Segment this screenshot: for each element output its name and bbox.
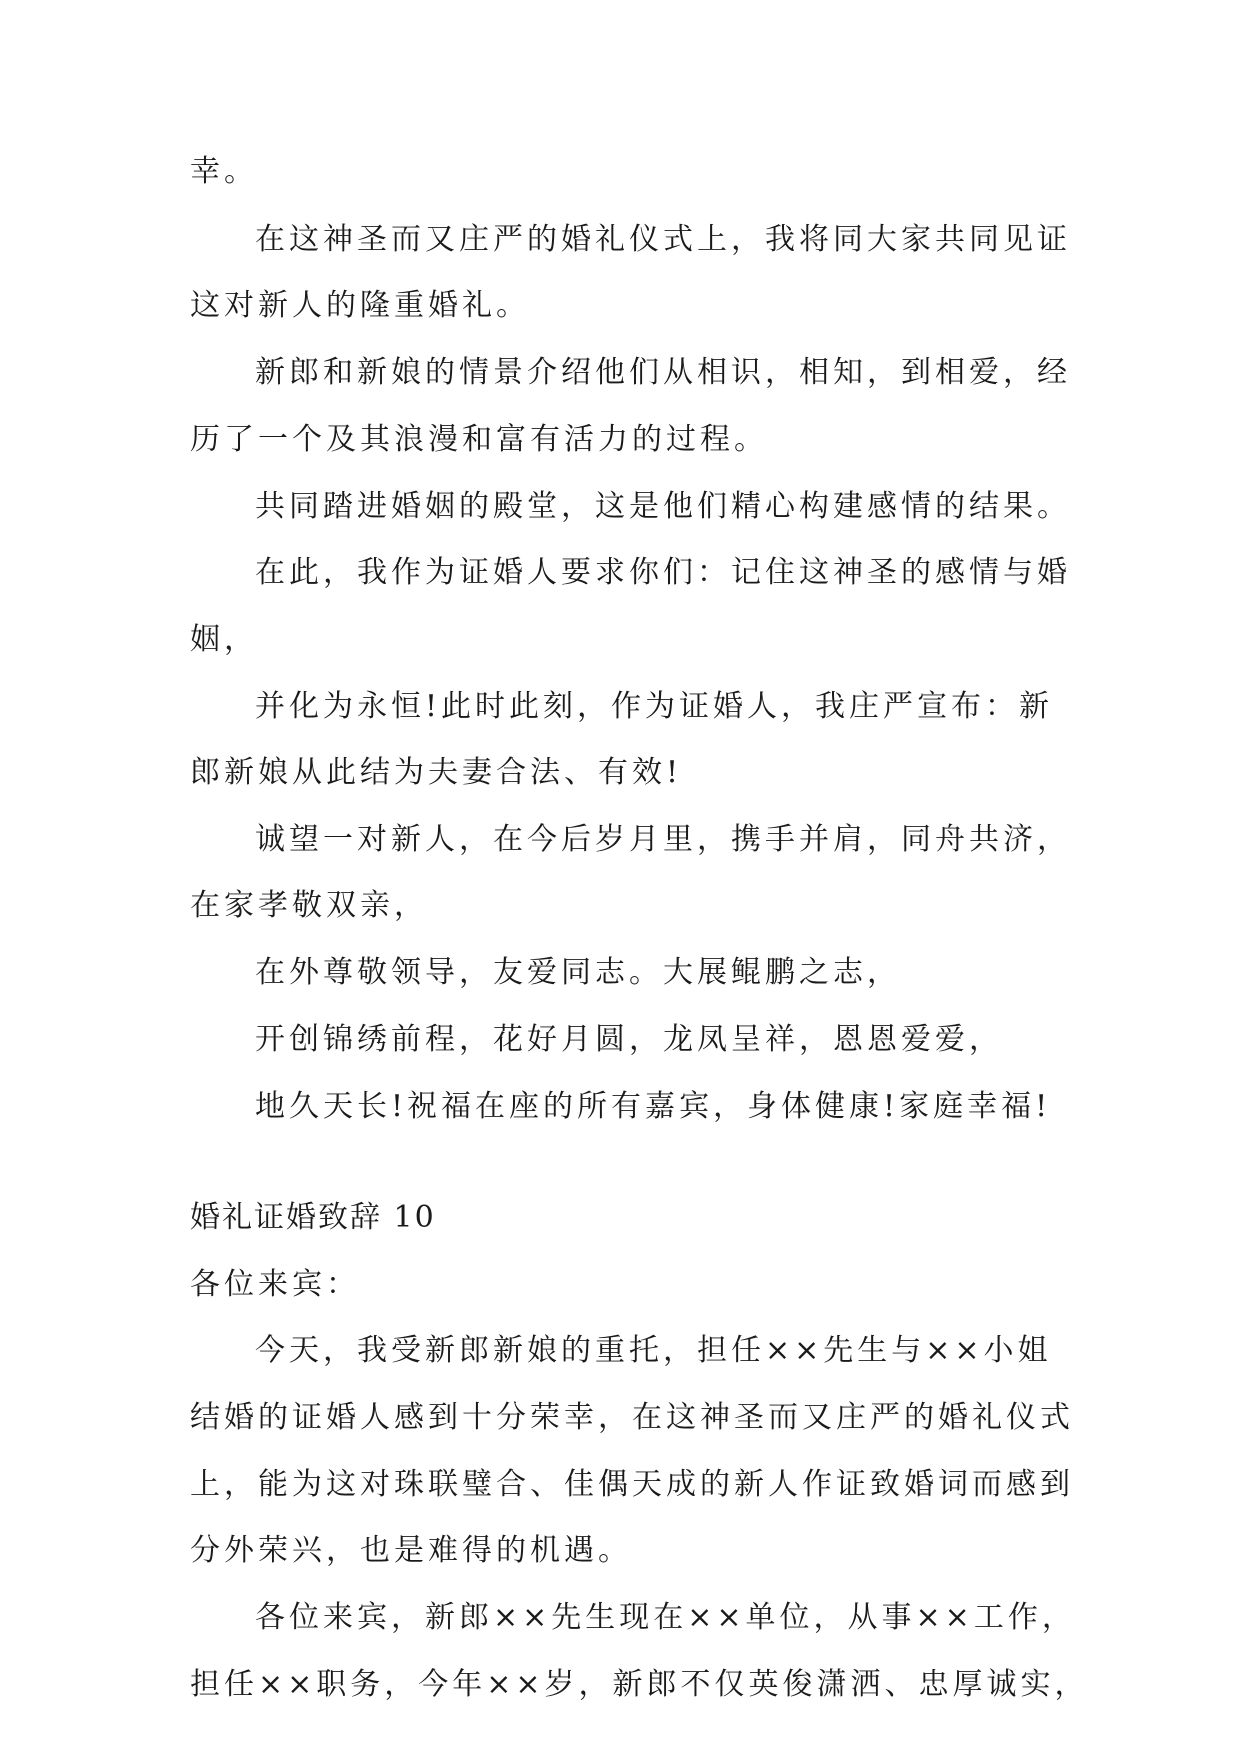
text-line: 担任××职务，今年××岁，新郎不仅英俊潇洒、忠厚诚实， bbox=[190, 1667, 1089, 1702]
text-line: 分外荣兴，也是难得的机遇。 bbox=[190, 1533, 632, 1568]
paragraph-line: 在这神圣而又庄严的婚礼仪式上，我将同大家共同见证 bbox=[255, 222, 1071, 257]
text-line: 上，能为这对珠联璧合、佳偶天成的新人作证致婚词而感到 bbox=[190, 1467, 1074, 1502]
text-line: 这对新人的隆重婚礼。 bbox=[190, 288, 530, 323]
section-heading: 婚礼证婚致辞 10 bbox=[190, 1200, 436, 1235]
paragraph-line: 新郎和新娘的情景介绍他们从相识，相知，到相爱，经 bbox=[255, 355, 1071, 390]
text-line: 在家孝敬双亲， bbox=[190, 888, 428, 923]
salutation: 各位来宾： bbox=[190, 1267, 360, 1302]
text-line: 幸。 bbox=[190, 154, 258, 189]
paragraph-line: 并化为永恒!此时此刻，作为证婚人，我庄严宣布：新 bbox=[255, 689, 1054, 724]
paragraph-line: 共同踏进婚姻的殿堂，这是他们精心构建感情的结果。 bbox=[255, 489, 1071, 524]
paragraph-line: 今天，我受新郎新娘的重托，担任××先生与××小姐 bbox=[255, 1333, 1052, 1368]
paragraph-line: 在外尊敬领导，友爱同志。大展鲲鹏之志， bbox=[255, 955, 901, 990]
paragraph-line: 各位来宾，新郎××先生现在××单位，从事××工作， bbox=[255, 1600, 1076, 1635]
text-line: 郎新娘从此结为夫妻合法、有效! bbox=[190, 755, 683, 790]
text-line: 历了一个及其浪漫和富有活力的过程。 bbox=[190, 422, 768, 457]
paragraph-line: 在此，我作为证婚人要求你们：记住这神圣的感情与婚 bbox=[255, 555, 1071, 590]
paragraph-line: 诚望一对新人，在今后岁月里，携手并肩，同舟共济， bbox=[255, 822, 1071, 857]
paragraph-line: 地久天长!祝福在座的所有嘉宾，身体健康!家庭幸福! bbox=[255, 1089, 1052, 1124]
text-line: 姻， bbox=[190, 622, 258, 657]
text-line: 结婚的证婚人感到十分荣幸，在这神圣而又庄严的婚礼仪式 bbox=[190, 1400, 1074, 1435]
paragraph-line: 开创锦绣前程，花好月圆，龙凤呈祥，恩恩爱爱， bbox=[255, 1022, 1003, 1057]
